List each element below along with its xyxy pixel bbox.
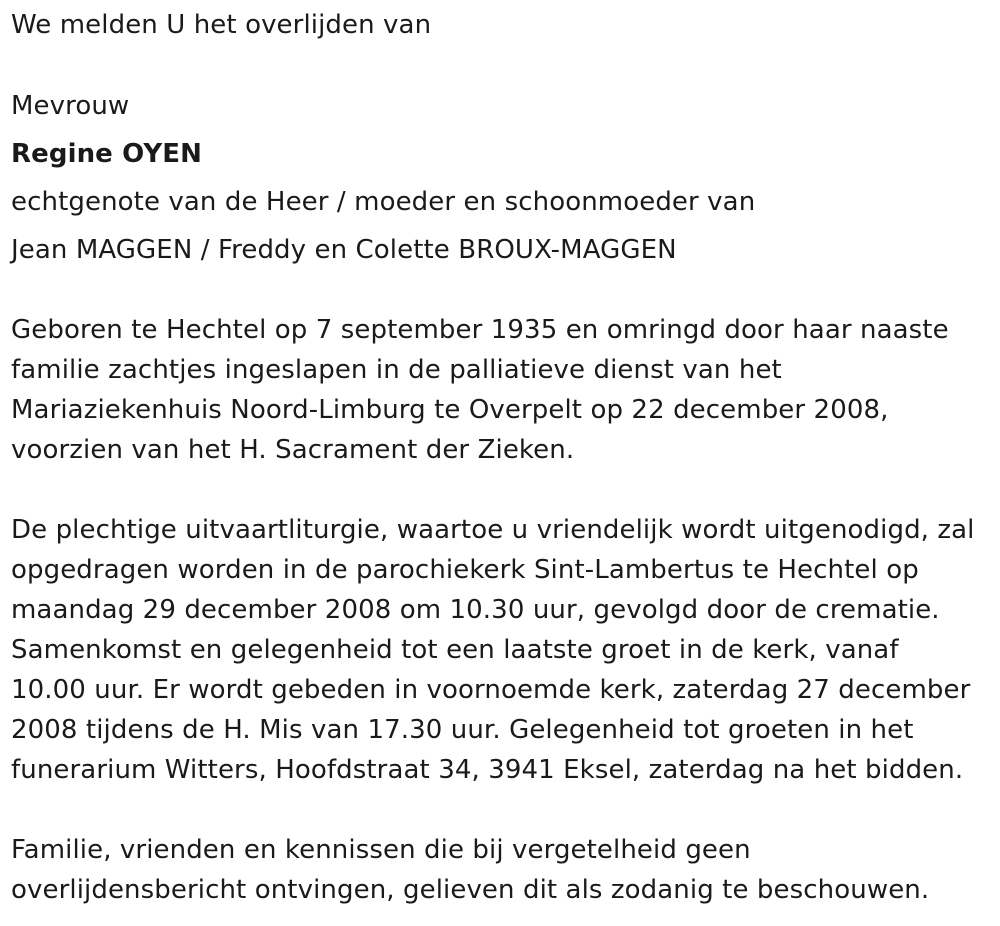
paragraph-line: Familie, vrienden en kennissen die bij vergetelheid geen — [11, 835, 751, 865]
deceased-name: Regine OYEN — [11, 139, 202, 169]
intro-text: We melden U het overlijden van — [11, 10, 432, 40]
salutation: Mevrouw — [11, 91, 130, 121]
paragraph-line: Mariaziekenhuis Noord-Limburg te Overpelt op 22 december 2008, — [11, 395, 889, 425]
paragraph-line: voorzien van het H. Sacrament der Zieken. — [11, 435, 575, 465]
paragraph-line: opgedragen worden in de parochiekerk Sint-Lambertus te Hechtel op — [11, 555, 919, 585]
paragraph-line: overlijdensbericht ontvingen, gelieven dit als zodanig te beschouwen. — [11, 875, 930, 905]
paragraph-line: Samenkomst en gelegenheid tot een laatste groet in de kerk, vanaf — [11, 635, 899, 665]
paragraph-line: 10.00 uur. Er wordt gebeden in voornoemde kerk, zaterdag 27 december — [11, 675, 971, 705]
paragraph-line: funerarium Witters, Hoofdstraat 34, 3941 Eksel, zaterdag na het bidden. — [11, 755, 964, 785]
paragraph-line: maandag 29 december 2008 om 10.30 uur, gevolgd door de crematie. — [11, 595, 940, 625]
paragraph-line: 2008 tijdens de H. Mis van 17.30 uur. Gelegenheid tot groeten in het — [11, 715, 914, 745]
paragraph-line: familie zachtjes ingeslapen in de palliatieve dienst van het — [11, 355, 782, 385]
paragraph-line: Geboren te Hechtel op 7 september 1935 en omringd door haar naaste — [11, 315, 949, 345]
relation-line-2: Jean MAGGEN / Freddy en Colette BROUX-MAGGEN — [11, 235, 677, 265]
paragraph-line: De plechtige uitvaartliturgie, waartoe u vriendelijk wordt uitgenodigd, zal — [11, 515, 975, 545]
relation-line-1: echtgenote van de Heer / moeder en schoonmoeder van — [11, 187, 756, 217]
